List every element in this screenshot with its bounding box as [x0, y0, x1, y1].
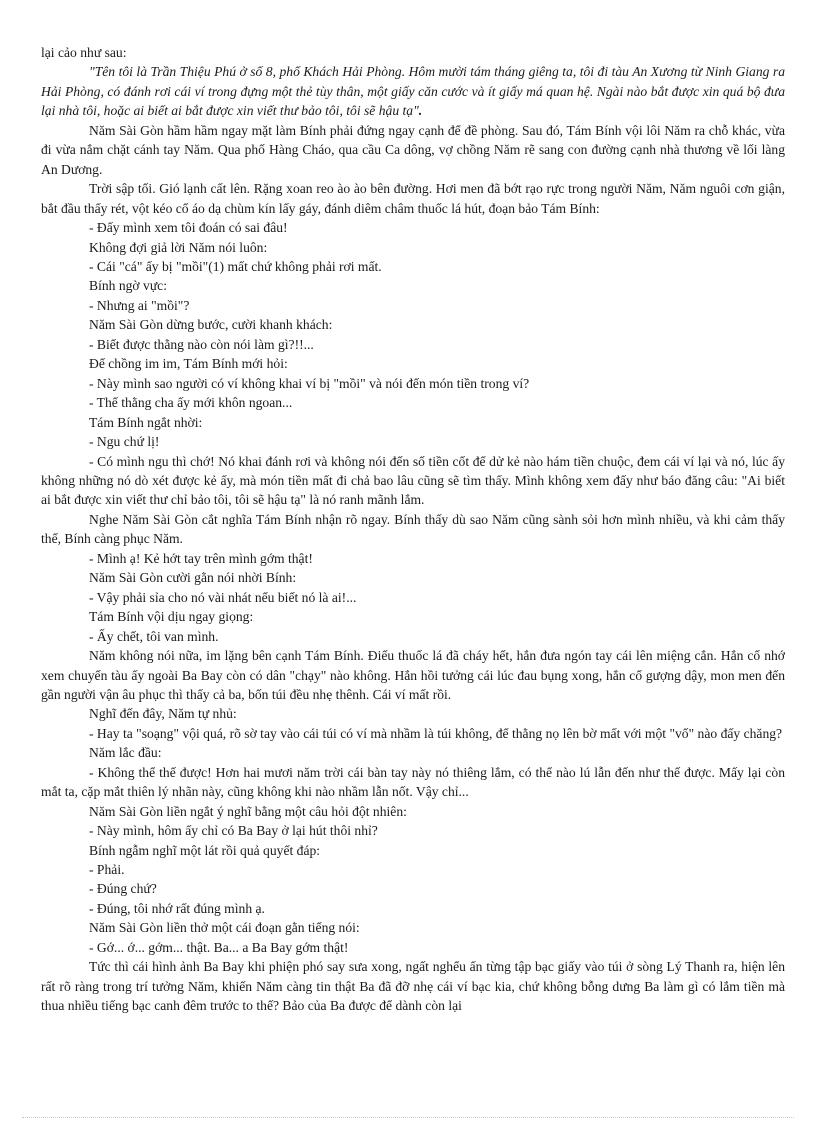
- paragraph: - Không thể thế được! Hơn hai mươi năm trời cái bàn tay này nó thiêng lắm, có thể nào lú lẫn đến như thế được. Mấy lại còn mắt ta, cặp mắt thiên lý nhãn này, cũng không khi nào nhầm lẫn nốt. Vậy chỉ...: [41, 764, 785, 800]
- paragraph: - Hay ta "soạng" vội quá, rõ sờ tay vào cái túi có ví mà nhầm là túi không, để thằng nọ lên bờ mất với một "vố" nào đấy chăng?: [89, 725, 783, 741]
- dialogue-line: - Này mình, hôm ấy chỉ có Ba Bay ở lại hút thôi nhỉ?: [89, 823, 378, 839]
- quote-segment: "Tên tôi là Trần Thiệu Phú ở số 8, phố Khách Hải Phòng: [89, 64, 402, 80]
- paragraph: lại cảo như sau:: [41, 45, 127, 60]
- paragraph: Năm không nói nữa, im lặng bên cạnh Tám Bính. Điếu thuốc lá đã cháy hết, hắn đưa ngón tay cái lên miệng cắn. Hắn cố nhớ xem chuyến tàu ấy ngoài Ba Bay còn có dân "chạy" nào không. Hắn hồi tưởng cái lúc đau bụng xong, hắn cố gượng dậy, mon men đến gần người vận âu phục thì thấy cả ba, bốn túi đều nhẹ thênh. Cái ví mất rồi.: [41, 648, 785, 702]
- dialogue-line: - Này mình sao người có ví không khai ví bị "mồi" và nói đến món tiền trong ví?: [89, 375, 530, 391]
- dialogue-line: Để chồng im im, Tám Bính mới hỏi:: [89, 356, 288, 372]
- dialogue-line: - Gớ... ớ... gớm... thật. Ba... a Ba Bay gớm thật!: [89, 939, 349, 955]
- dialogue-line: - Đúng, tôi nhớ rất đúng mình ạ.: [89, 900, 265, 916]
- dialogue-line: Bính ngờ vực:: [89, 278, 167, 294]
- quoted-notice: [41, 62, 785, 120]
- dialogue-line: Tám Bính ngắt nhời:: [89, 414, 203, 430]
- dialogue-line: - Nhưng ai "mồi"?: [89, 297, 190, 313]
- paragraph: Tức thì cái hình ảnh Ba Bay khi phiện phó say sưa xong, ngất nghểu ấn từng tập bạc giấy vào túi ở sòng Lý Thanh ra, hiện lên rất rõ ràng trong trí tưởng Năm, khiến Năm càng tin thật Ba đã đỡ nhẹ cái ví bạc kia, chứ không bỗng dưng Ba làm gì có lắm tiền mà thua nhiều tiếng bạc canh đêm trước to thế? Bảo của Ba được để dành còn lại: [41, 959, 785, 1014]
- dialogue-line: - Đấy mình xem tôi đoán có sai đâu!: [89, 220, 288, 236]
- paragraph: Trời sập tối. Gió lạnh cất lên. Rặng xoan reo ào ào bên đường. Hơi men đã bớt rạo rực trong người Năm, Năm nguôi cơn giận, bắt đầu thấy rét, vột kéo cổ áo dạ chùm kín lấy gáy, đánh diêm châm thuốc lá hút, đoạn bảo Tám Bính:: [41, 181, 785, 216]
- dialogue-line: Không đợi giả lời Năm nói luôn:: [89, 239, 268, 255]
- dialogue-line: Bính ngẫm nghĩ một lát rồi quả quyết đáp:: [89, 842, 321, 858]
- dialogue-line: - Biết được thằng nào còn nói làm gì?!!...: [89, 336, 314, 352]
- dialogue-line: Năm Sài Gòn cười gằn nói nhời Bính:: [89, 570, 297, 586]
- dialogue-line: - Thế thằng cha ấy mới khôn ngoan...: [89, 395, 293, 411]
- dialogue-line: Nghĩ đến đây, Năm tự nhủ:: [89, 706, 237, 722]
- dialogue-line: - Mình ạ! Kẻ hớt tay trên mình gớm thật!: [89, 550, 313, 566]
- page-bottom-divider: [22, 1117, 794, 1118]
- dialogue-line: - Ấy chết, tôi van mình.: [89, 628, 219, 644]
- dialogue-line: Năm Sài Gòn liền thở một cái đoạn gằn tiếng nói:: [89, 920, 360, 936]
- dialogue-line: - Đúng chứ?: [89, 881, 157, 897]
- dialogue-line: Tám Bính vội dịu ngay giọng:: [89, 609, 254, 625]
- dialogue-line: - Cái "cá" ấy bị "mồi"(1) mất chứ không phải rơi mất.: [89, 258, 382, 274]
- quote-segment: . Hôm mười tám tháng giêng ta, tôi đi tàu An Xương từ Ninh Giang ra Hải Phòng, có đánh rơi cái ví trong đựng một thẻ tùy thân, một giấy căn cước và ít giấy má quan hệ: [41, 64, 785, 99]
- quote-segment: . Ngài nào bắt được xin quá bộ đưa lại nhà tôi, hoặc ai biết ai bắt được xin viết thư bảo tôi, tôi sẽ hậu tạ": [41, 83, 785, 119]
- quote-segment: .: [418, 103, 423, 119]
- dialogue-line: - Phải.: [89, 862, 125, 878]
- dialogue-line: Năm Sài Gòn liền ngắt ý nghĩ bằng một câu hỏi đột nhiên:: [89, 803, 407, 819]
- dialogue-line: Năm lắc đầu:: [89, 745, 162, 761]
- paragraph: Nghe Năm Sài Gòn cắt nghĩa Tám Bính nhận rõ ngay. Bính thấy dù sao Năm cũng sành sỏi hơn mình nhiều, và khi cảm thấy thế, Bính càng phục Năm.: [41, 511, 785, 547]
- paragraph: Năm Sài Gòn hầm hầm ngay mặt làm Bính phải đứng ngay cạnh để đề phòng. Sau đó, Tám Bính vội lôi Năm ra chỗ khác, vừa đi vừa nắm chặt cánh tay Năm. Qua phố Hàng Cháo, qua cầu Ca dông, vợ chồng Năm rẽ sang con đường cạnh nhà thương về lối làng An Dương.: [41, 122, 785, 177]
- dialogue-line: Năm Sài Gòn dừng bước, cười khanh khách:: [89, 317, 333, 333]
- dialogue-line: - Vậy phải sỉa cho nó vài nhát nếu biết nó là ai!...: [89, 589, 357, 605]
- document-body: [41, 43, 785, 1016]
- paragraph: - Có mình ngu thì chớ! Nó khai đánh rơi và không nói đến số tiền cốt để dử kẻ nào hám tiền chuộc, đem cái ví lại và nó, lúc ấy không những nó dò xét được kẻ ấy, mà món tiền mất đi chả bao lâu cũng sẽ tìm thấy. Mình không xem đấy như báo đăng câu: "Ai biết ai bắt được xin viết thư chỉ bảo tôi, tôi sẽ hậu tạ" là nó ranh mãnh lắm.: [41, 453, 785, 508]
- dialogue-line: - Ngu chứ lị!: [89, 434, 160, 450]
